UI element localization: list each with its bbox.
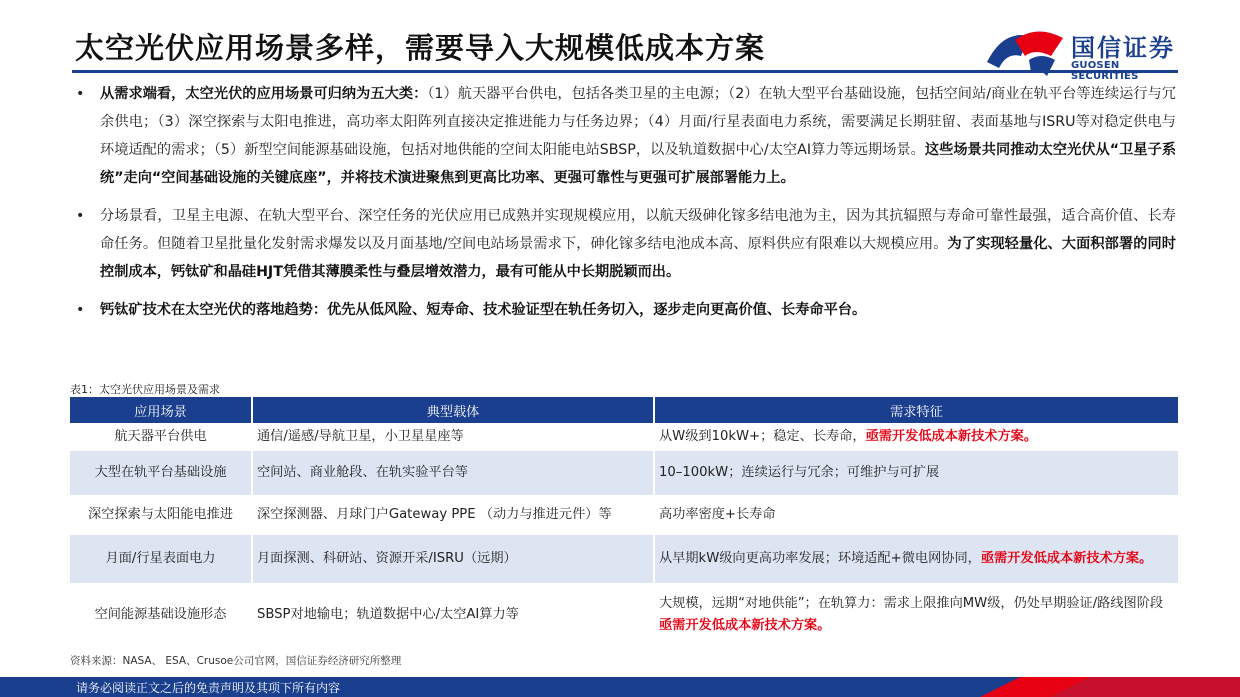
bullet-item-perovskite <box>76 296 1176 324</box>
bullet-dot-icon: • <box>76 86 85 102</box>
need-highlight: 亟需开发低成本新技术方案。 <box>865 429 1038 444</box>
table-cell-carrier: 通信/遥感/导航卫星，小卫星星座等 <box>252 423 654 451</box>
table-cell-scene: 深空探索与太阳能电推进 <box>70 495 252 535</box>
table-cell-carrier: 深空探测器、月球门户Gateway PPE （动力与推进元件）等 <box>252 495 654 535</box>
table-row <box>70 451 1178 495</box>
table-caption: 表1：太空光伏应用场景及需求 <box>70 383 220 396</box>
table-cell-carrier: SBSP对地输电；轨道数据中心/太空AI算力等 <box>252 583 654 647</box>
table-cell-scene: 月面/行星表面电力 <box>70 535 252 583</box>
need-text: 10–100kW；连续运行与冗余；可维护与可扩展 <box>659 465 940 480</box>
logo-name-cn: 国信证券 <box>1071 34 1175 62</box>
table-header-cell: 应用场景 <box>70 397 252 423</box>
table-row <box>70 535 1178 583</box>
table-cell-need <box>654 583 1178 647</box>
guosen-logo-icon <box>985 26 1067 78</box>
need-text: 大规模，远期“对地供能”；在轨算力：需求上限推向MW级，仍处早期验证/路线图阶段 <box>659 596 1164 611</box>
table-header-cell: 典型载体 <box>252 397 654 423</box>
logo-name-en: GUOSEN SECURITIES <box>1071 60 1139 82</box>
table-cell-carrier: 月面探测、科研站、资源开采/ISRU（远期） <box>252 535 654 583</box>
bullet-item-scenes <box>76 202 1176 286</box>
need-highlight: 亟需开发低成本新技术方案。 <box>980 551 1153 566</box>
bullet-text: 分场景看，卫星主电源、在轨大型平台、深空任务的光伏应用已成熟并实现规模应用，以航天级砷化镓多结电池为主，因为其抗辐照与寿命可靠性最强，适合高价值、长寿命任务。但随着卫星批量化发射需求爆发以及月面基地/空间电站场景需求下，砷化镓多结电池成本高、原料供应有限难以大规模应用。 <box>100 208 1176 252</box>
bullet-text: 这些场景共同推动太空光伏从“卫星子系统”走向“空间基础设施的关键底座”，并将技术演进聚焦到更高比功率、更强可靠性与更强可扩展部署能力上。 <box>100 142 1177 186</box>
need-text: 从早期kW级向更高功率发展；环境适配+微电网协同， <box>659 551 981 566</box>
table-header-cell: 需求特征 <box>654 397 1178 423</box>
footer-decoration-icon <box>940 677 1240 697</box>
table-cell-need <box>654 451 1178 495</box>
page-title: 太空光伏应用场景多样，需要导入大规模低成本方案 <box>75 31 766 65</box>
scene-demand-table <box>70 397 1178 647</box>
bullet-text: 从需求端看，太空光伏的应用场景可归纳为五大类： <box>100 86 428 102</box>
bullet-dot-icon: • <box>76 302 85 318</box>
need-highlight: 亟需开发低成本新技术方案。 <box>659 618 831 633</box>
footer-bar <box>0 677 1240 697</box>
bullet-item-demand <box>76 80 1176 192</box>
table-cell-carrier: 空间站、商业舱段、在轨实验平台等 <box>252 451 654 495</box>
table-cell-need <box>654 423 1178 451</box>
bullet-list <box>76 80 1176 324</box>
table-cell-need <box>654 495 1178 535</box>
table-row <box>70 495 1178 535</box>
table-cell-scene: 空间能源基础设施形态 <box>70 583 252 647</box>
disclaimer-text: 请务必阅读正文之后的免责声明及其项下所有内容 <box>76 681 341 695</box>
table-row <box>70 423 1178 451</box>
table-header-row <box>70 397 1178 423</box>
need-text: 高功率密度+长寿命 <box>659 507 776 522</box>
bullet-text: 钙钛矿技术在太空光伏的落地趋势：优先从低风险、短寿命、技术验证型在轨任务切入，逐步走向更高价值、长寿命平台。 <box>100 302 867 318</box>
bullet-text: 为了实现轻量化、大面积部署的同时控制成本，钙钛矿和晶硅HJT凭借其薄膜柔性与叠层增效潜力，最有可能从中长期脱颖而出。 <box>100 236 1176 280</box>
bullet-text: （1）航天器平台供电，包括各类卫星的主电源；（2）在轨大型平台基础设施，包括空间站/商业在轨平台等连续运行与冗余供电；（3）深空探索与太阳电推进，高功率太阳阵列直接决定推进能力与任务边界；（4）月面/行星表面电力系统，需要满足长期驻留、表面基地与ISRU等对稳定供电与环境适配的需求；（5）新型空间能源基础设施，包括对地供能的空间太阳能电站SBSP，以及轨道数据中心/太空AI算力等远期场景。 <box>100 86 1176 158</box>
table-cell-need <box>654 535 1178 583</box>
table-cell-scene: 大型在轨平台基础设施 <box>70 451 252 495</box>
table-row <box>70 583 1178 647</box>
data-source-note: 资料来源：NASA、 ESA、Crusoe公司官网，国信证券经济研究所整理 <box>70 655 402 667</box>
table-cell-scene: 航天器平台供电 <box>70 423 252 451</box>
bullet-dot-icon: • <box>76 208 85 224</box>
need-text: 从W级到10kW+；稳定、长寿命， <box>659 429 866 444</box>
company-logo <box>985 26 1185 82</box>
